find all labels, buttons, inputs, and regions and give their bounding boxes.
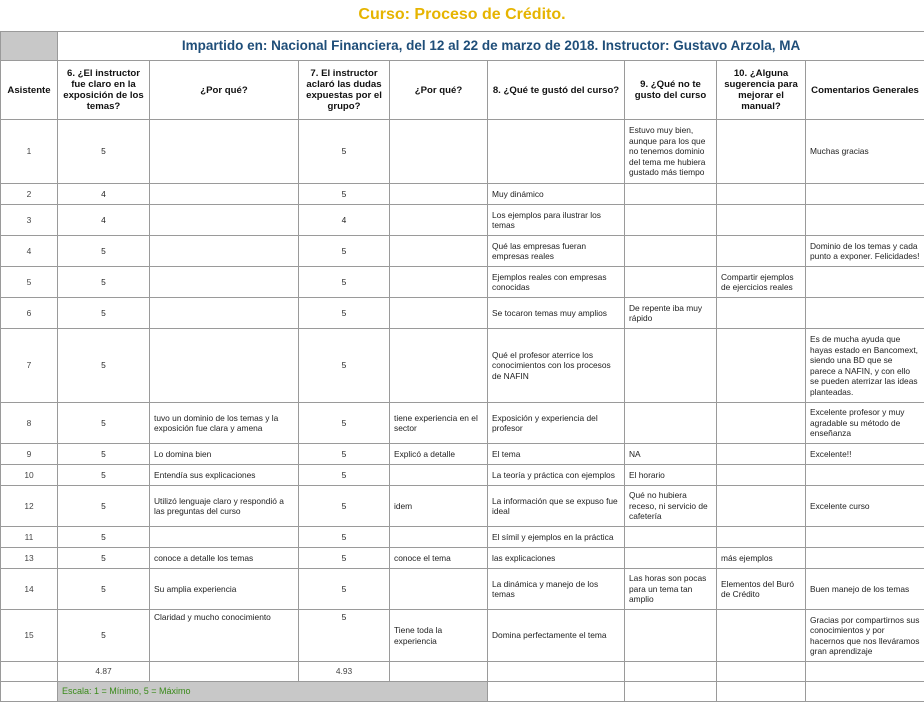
cell-q7-why: Tiene toda la experiencia	[390, 610, 488, 662]
evaluation-table	[0, 31, 924, 702]
cell-q6-why	[150, 329, 299, 403]
cell-asistente: 5	[1, 267, 58, 298]
cell-q7-why	[390, 236, 488, 267]
cell-q6-why	[150, 527, 299, 548]
cell-q7-why: idem	[390, 486, 488, 527]
cell-disliked	[625, 184, 717, 205]
cell-comments	[806, 205, 924, 236]
empty-cell	[806, 682, 924, 702]
cell-disliked	[625, 267, 717, 298]
cell-q7-score: 5	[299, 298, 390, 329]
cell-comments	[806, 527, 924, 548]
subtitle: Impartido en: Nacional Financiera, del 12 al 22 de marzo de 2018. Instructor: Gustavo Arzola, MA	[58, 32, 924, 61]
cell-comments	[806, 184, 924, 205]
cell-q6-score: 5	[58, 465, 150, 486]
cell-suggestion	[717, 184, 806, 205]
cell-disliked: De repente iba muy rápido	[625, 298, 717, 329]
scale-row	[1, 682, 924, 702]
table-row	[1, 184, 924, 205]
empty-cell	[625, 662, 717, 682]
cell-suggestion: Elementos del Buró de Crédito	[717, 569, 806, 610]
empty-cell	[717, 662, 806, 682]
cell-q6-score: 5	[58, 486, 150, 527]
empty-cell	[1, 662, 58, 682]
cell-suggestion	[717, 465, 806, 486]
table-row	[1, 527, 924, 548]
cell-q6-why: conoce a detalle los temas	[150, 548, 299, 569]
cell-q6-score: 5	[58, 298, 150, 329]
scale-legend: Escala: 1 = Mínimo, 5 = Máximo	[58, 682, 488, 702]
cell-liked: Muy dinámico	[488, 184, 625, 205]
cell-q6-why	[150, 120, 299, 184]
cell-q6-score: 5	[58, 403, 150, 444]
cell-q6-why: Claridad y mucho conocimiento	[150, 610, 299, 662]
table-row	[1, 205, 924, 236]
table-row	[1, 444, 924, 465]
cell-q7-score: 5	[299, 403, 390, 444]
cell-q6-why: Su amplia experiencia	[150, 569, 299, 610]
cell-suggestion: más ejemplos	[717, 548, 806, 569]
cell-asistente: 6	[1, 298, 58, 329]
header-q7-score: 7. El instructor aclaró las dudas expuestas por el grupo?	[299, 61, 390, 120]
cell-q7-score: 5	[299, 569, 390, 610]
cell-suggestion: Compartir ejemplos de ejercicios reales	[717, 267, 806, 298]
cell-comments: Excelente profesor y muy agradable su método de enseñanza	[806, 403, 924, 444]
cell-q7-why	[390, 267, 488, 298]
cell-disliked	[625, 205, 717, 236]
cell-q7-score: 5	[299, 267, 390, 298]
empty-cell	[488, 682, 625, 702]
cell-comments	[806, 548, 924, 569]
header-q7-why: ¿Por qué?	[390, 61, 488, 120]
table-row	[1, 610, 924, 662]
cell-disliked	[625, 527, 717, 548]
cell-q6-score: 5	[58, 267, 150, 298]
cell-suggestion	[717, 610, 806, 662]
cell-q6-score: 5	[58, 569, 150, 610]
table-row	[1, 569, 924, 610]
empty-cell	[806, 662, 924, 682]
header-comments: Comentarios Generales	[806, 61, 924, 120]
cell-suggestion	[717, 120, 806, 184]
cell-q6-score: 4	[58, 205, 150, 236]
cell-suggestion	[717, 329, 806, 403]
header-disliked: 9. ¿Qué no te gusto del curso	[625, 61, 717, 120]
cell-disliked	[625, 403, 717, 444]
cell-asistente: 11	[1, 527, 58, 548]
cell-comments: Buen manejo de los temas	[806, 569, 924, 610]
cell-asistente: 13	[1, 548, 58, 569]
cell-disliked: El horario	[625, 465, 717, 486]
page-title: Curso: Proceso de Crédito.	[358, 6, 566, 23]
cell-q6-score: 5	[58, 527, 150, 548]
cell-liked: Exposición y experiencia del profesor	[488, 403, 625, 444]
cell-liked: Los ejemplos para ilustrar los temas	[488, 205, 625, 236]
empty-cell	[1, 682, 58, 702]
cell-q7-score: 5	[299, 329, 390, 403]
header-row	[1, 61, 924, 120]
cell-q7-score: 5	[299, 486, 390, 527]
table-row	[1, 120, 924, 184]
cell-liked: La información que se expuso fue ideal	[488, 486, 625, 527]
cell-suggestion	[717, 403, 806, 444]
cell-asistente: 4	[1, 236, 58, 267]
cell-q6-why: Lo domina bien	[150, 444, 299, 465]
table-row	[1, 267, 924, 298]
cell-suggestion	[717, 527, 806, 548]
empty-cell	[625, 682, 717, 702]
cell-q7-why	[390, 527, 488, 548]
cell-comments	[806, 465, 924, 486]
cell-suggestion	[717, 236, 806, 267]
cell-q6-score: 5	[58, 444, 150, 465]
table-row	[1, 548, 924, 569]
cell-comments: Gracias por compartirnos sus conocimientos y por hacernos que nos lleváramos gran aprendizaje	[806, 610, 924, 662]
table-row	[1, 298, 924, 329]
cell-q7-why: Explicó a detalle	[390, 444, 488, 465]
cell-disliked	[625, 329, 717, 403]
table-row	[1, 486, 924, 527]
cell-q7-score: 5	[299, 184, 390, 205]
cell-q6-why: Entendía sus explicaciones	[150, 465, 299, 486]
header-q6-why: ¿Por qué?	[150, 61, 299, 120]
cell-q7-why	[390, 465, 488, 486]
cell-q6-why: Utilizó lenguaje claro y respondió a las preguntas del curso	[150, 486, 299, 527]
header-asistente: Asistente	[1, 61, 58, 120]
cell-q6-score: 5	[58, 610, 150, 662]
cell-q7-why	[390, 120, 488, 184]
cell-asistente: 2	[1, 184, 58, 205]
cell-comments: Excelente!!	[806, 444, 924, 465]
cell-disliked: NA	[625, 444, 717, 465]
cell-asistente: 9	[1, 444, 58, 465]
cell-comments	[806, 298, 924, 329]
cell-q7-score: 5	[299, 120, 390, 184]
empty-cell	[488, 662, 625, 682]
cell-q7-score: 5	[299, 610, 390, 662]
cell-liked: Qué las empresas fueran empresas reales	[488, 236, 625, 267]
cell-q7-why	[390, 569, 488, 610]
cell-suggestion	[717, 486, 806, 527]
empty-cell	[150, 662, 299, 682]
average-q7-score: 4.93	[299, 662, 390, 682]
cell-q7-score: 5	[299, 527, 390, 548]
empty-cell	[717, 682, 806, 702]
cell-q7-why	[390, 298, 488, 329]
cell-q6-score: 5	[58, 236, 150, 267]
cell-asistente: 12	[1, 486, 58, 527]
cell-asistente: 8	[1, 403, 58, 444]
cell-liked: El tema	[488, 444, 625, 465]
cell-q7-score: 5	[299, 236, 390, 267]
cell-comments: Excelente curso	[806, 486, 924, 527]
cell-q6-why	[150, 298, 299, 329]
header-q6-score: 6. ¿El instructor fue claro en la exposición de los temas?	[58, 61, 150, 120]
cell-q7-why	[390, 184, 488, 205]
table-row	[1, 403, 924, 444]
cell-suggestion	[717, 298, 806, 329]
cell-disliked	[625, 610, 717, 662]
cell-q7-why: conoce el tema	[390, 548, 488, 569]
cell-q7-score: 5	[299, 548, 390, 569]
cell-liked: La teoría y práctica con ejemplos	[488, 465, 625, 486]
cell-disliked: Las horas son pocas para un tema tan amplio	[625, 569, 717, 610]
cell-disliked: Qué no hubiera receso, ni servicio de cafetería	[625, 486, 717, 527]
cell-q6-score: 5	[58, 120, 150, 184]
cell-q6-why	[150, 267, 299, 298]
cell-q7-why	[390, 329, 488, 403]
cell-asistente: 1	[1, 120, 58, 184]
cell-comments: Dominio de los temas y cada punto a exponer. Felicidades!	[806, 236, 924, 267]
header-liked: 8. ¿Qué te gustó del curso?	[488, 61, 625, 120]
header-suggestion: 10. ¿Alguna sugerencia para mejorar el manual?	[717, 61, 806, 120]
cell-q6-why	[150, 236, 299, 267]
cell-comments: Muchas gracias	[806, 120, 924, 184]
subtitle-row	[1, 32, 924, 61]
cell-asistente: 14	[1, 569, 58, 610]
cell-liked: Se tocaron temas muy amplios	[488, 298, 625, 329]
cell-comments	[806, 267, 924, 298]
average-q6-score: 4.87	[58, 662, 150, 682]
cell-q6-score: 5	[58, 329, 150, 403]
cell-q7-score: 5	[299, 444, 390, 465]
cell-asistente: 10	[1, 465, 58, 486]
cell-q6-score: 5	[58, 548, 150, 569]
cell-q7-why	[390, 205, 488, 236]
table-row	[1, 236, 924, 267]
cell-liked: Qué el profesor aterrice los conocimientos con los procesos de NAFIN	[488, 329, 625, 403]
cell-liked: La dinámica y manejo de los temas	[488, 569, 625, 610]
cell-q7-why: tiene experiencia en el sector	[390, 403, 488, 444]
cell-liked: Domina perfectamente el tema	[488, 610, 625, 662]
cell-suggestion	[717, 444, 806, 465]
cell-liked: las explicaciones	[488, 548, 625, 569]
empty-cell	[390, 662, 488, 682]
cell-disliked	[625, 548, 717, 569]
corner-cell	[1, 32, 58, 61]
cell-q6-score: 4	[58, 184, 150, 205]
cell-liked: Ejemplos reales con empresas conocidas	[488, 267, 625, 298]
cell-comments: Es de mucha ayuda que hayas estado en Bancomext, siendo una BD que se parece a NAFIN, y con ello se pueden aterrizar las ideas planteadas.	[806, 329, 924, 403]
cell-suggestion	[717, 205, 806, 236]
cell-asistente: 7	[1, 329, 58, 403]
cell-q7-score: 4	[299, 205, 390, 236]
cell-liked: El símil y ejemplos en la práctica	[488, 527, 625, 548]
table-row	[1, 329, 924, 403]
cell-disliked: Estuvo muy bien, aunque para los que no tenemos dominio del tema me hubiera gustado más tiempo	[625, 120, 717, 184]
cell-q6-why: tuvo un dominio de los temas y la exposición fue clara y amena	[150, 403, 299, 444]
cell-liked	[488, 120, 625, 184]
cell-q6-why	[150, 205, 299, 236]
cell-asistente: 15	[1, 610, 58, 662]
cell-asistente: 3	[1, 205, 58, 236]
cell-disliked	[625, 236, 717, 267]
cell-q7-score: 5	[299, 465, 390, 486]
table-row	[1, 465, 924, 486]
averages-row	[1, 662, 924, 682]
cell-q6-why	[150, 184, 299, 205]
